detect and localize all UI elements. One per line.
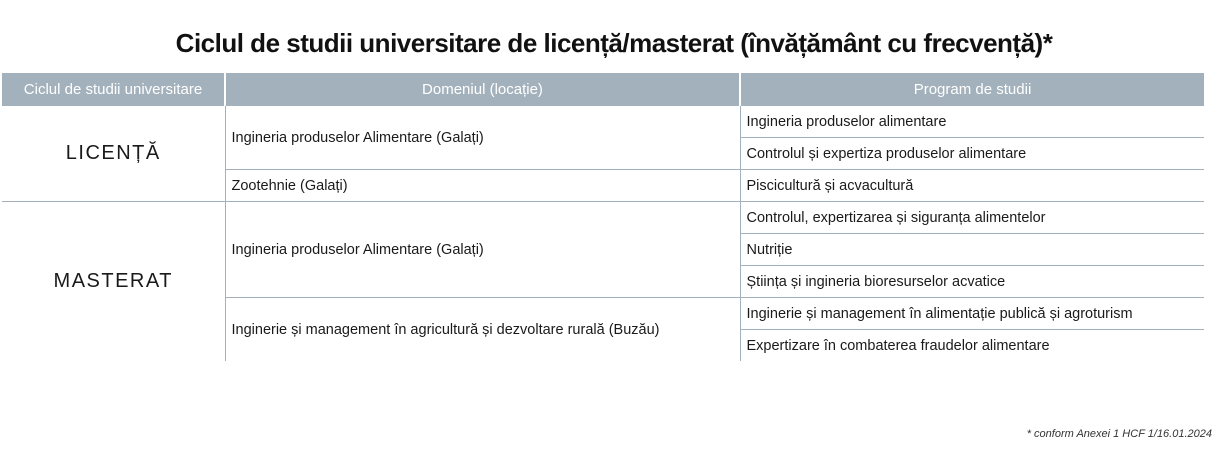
program-cell: Ingineria produselor alimentare bbox=[740, 106, 1204, 138]
study-programs-table bbox=[2, 73, 1204, 361]
domain-cell: Inginerie și management în agricultură și dezvoltare rurală (Buzău) bbox=[225, 298, 740, 362]
table-row bbox=[2, 106, 1204, 138]
domain-cell: Zootehnie (Galați) bbox=[225, 170, 740, 202]
header-domain: Domeniul (locație) bbox=[225, 73, 740, 106]
footnote: * conform Anexei 1 HCF 1/16.01.2024 bbox=[1026, 428, 1212, 440]
program-cell: Controlul și expertiza produselor alimentare bbox=[740, 138, 1204, 170]
table-header bbox=[2, 73, 1204, 106]
program-cell: Expertizare în combaterea fraudelor alimentare bbox=[746, 337, 1050, 354]
program-cell: Inginerie și management în alimentație publică și agroturism bbox=[740, 298, 1204, 330]
cycle-licenta: LICENȚĂ bbox=[2, 106, 225, 202]
domain-cell: Ingineria produselor Alimentare (Galați) bbox=[225, 106, 740, 170]
header-program: Program de studii bbox=[740, 73, 1204, 106]
table-row bbox=[2, 202, 1204, 234]
program-cell: Piscicultură și acvacultură bbox=[740, 170, 1204, 202]
page-title: Ciclul de studii universitare de licență/masterat (învățământ cu frecvență)* bbox=[175, 28, 1053, 58]
header-cycle: Ciclul de studii universitare bbox=[2, 73, 225, 106]
program-cell: Știința și ingineria bioresurselor acvatice bbox=[740, 266, 1204, 298]
program-cell: Nutriție bbox=[740, 234, 1204, 266]
cycle-masterat: MASTERAT bbox=[2, 202, 225, 362]
program-cell: Controlul, expertizarea și siguranța alimentelor bbox=[740, 202, 1204, 234]
domain-cell: Ingineria produselor Alimentare (Galați) bbox=[225, 202, 740, 298]
